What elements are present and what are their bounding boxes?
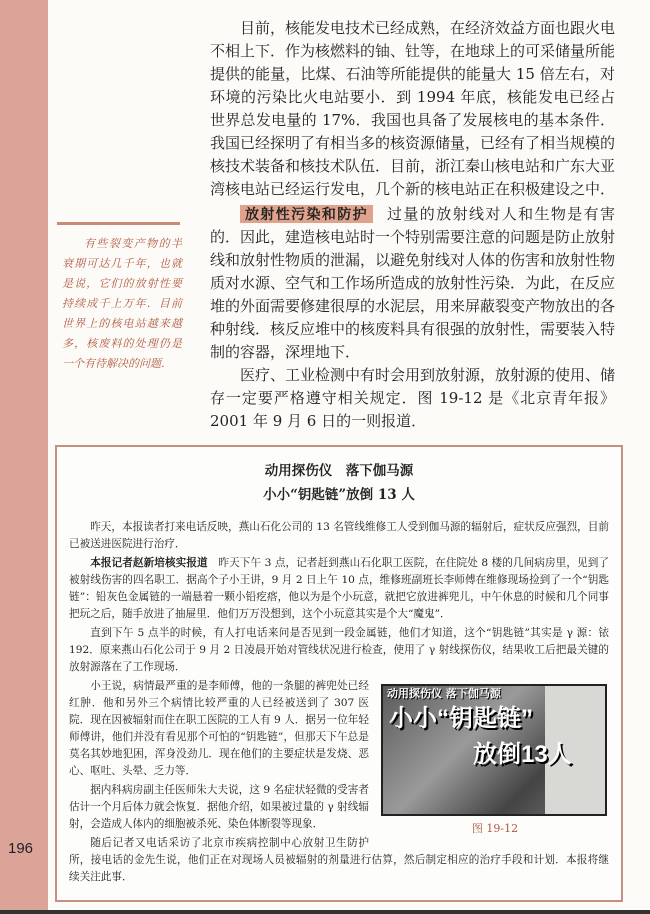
- photo-headline-large: 放倒13人: [473, 741, 572, 768]
- figure: [381, 684, 609, 836]
- section-heading: 放射性污染和防护: [240, 205, 373, 223]
- paragraph-nuclear-power: 目前，核能发电技术已经成熟，在经济效益方面也跟火电不相上下．作为核燃料的铀、钍等，在地球上的可采储量所能提供的能量，比煤、石油等所能提供的能量大 15 倍左右，对环境的污染比火电站要小．到 1994 年底，核能发电已经占世界总发电量的 17%．我国也具备了发展核电的基本条件．我国已经探明了有相当多的核资源储量，已经有了相当规模的核技术装备和核技术队伍．目前，浙江秦山核电站和广东大亚湾核电站已经运行发电，几个新的核电站正在积极建设之中．: [210, 19, 616, 198]
- main-text-block: [210, 17, 615, 201]
- photo-headline-large: 小小“钥匙链”: [389, 705, 533, 732]
- paragraph-sources: 医疗、工业检测中有时会用到放射源，放射源的使用、储存一定要严格遵守相关规定．图 19-12 是《北京青年报》2001 年 9 月 6 日的一则报道．: [210, 366, 616, 430]
- article-paragraph: 直到下午 5 点半的时候，有人打电话来问是否见到一段金属链，他们才知道，这个“钥匙链”其实是 γ 源：铱 192．原来燕山石化公司于 9 月 2 日凌晨开始对管线状况进行检查，使用了 γ 射线探伤仪，结果收工后把最关键的放射源落在了工作现场．: [69, 627, 609, 673]
- article-byline: 本报记者赵新培核实报道: [90, 557, 208, 569]
- page-bottom-edge: [0, 910, 650, 914]
- page-number: 196: [8, 840, 34, 857]
- side-note: 有些裂变产物的半衰期可达几千年，也就是说，它们的放射性要持续成千上万年．目前世界上的核电站越来越多，核废料的处理仍是一个有待解决的问题．: [62, 237, 182, 370]
- article-title: 动用探伤仪 落下伽马源: [264, 463, 414, 479]
- section-radiation: [210, 203, 615, 433]
- article-paragraph: [69, 555, 609, 623]
- newspaper-article: [55, 445, 623, 902]
- newspaper-photo: [381, 684, 607, 816]
- figure-caption: 图 19-12: [471, 822, 519, 835]
- article-body: [69, 519, 609, 886]
- article-subtitle: 小小“钥匙链”放倒 13 人: [263, 487, 415, 503]
- article-paragraph: 昨天，本报读者打来电话反映，燕山石化公司的 13 名管线维修工人受到伽马源的辐射后，症状反应强烈，目前已被送进医院进行治疗．: [69, 521, 609, 550]
- paragraph-radiation: [210, 203, 615, 364]
- article-paragraph-text: 昨天下午 3 点，记者赶到燕山石化职工医院，在住院处 8 楼的几间病房里，见到了被射线伤害的四名职工．据高个子小王讲，9 月 2 日上午 10 点，维修班副班长李师傅在维修现场捡到了一个“钥匙链”：铅灰色金属链的一端悬着一颗小铅疙瘩，他以为是个小玩意，就把它放进裤兜儿，中午休息的时候和几个同事把玩之后，随手放进了抽屉里．他们万万没想到，这个小玩意其实是个大“魔鬼”．: [69, 557, 610, 620]
- article-paragraph: 随后记者又电话采访了北京市疾病控制中心放射卫生防护所，接电话的金先生说，他们正在对现场人员被辐射的剂量进行估算，然后制定相应的治疗手段和计划．本报将继续关注此事．: [69, 837, 609, 883]
- article-paragraph: 小王说，病情最严重的是李师傅，他的一条腿的裤兜处已经红肿．他和另外三个病情比较严重的人已经被送到了 307 医院．现在因被辐射而住在职工医院的工人有 9 人．据另一位年轻师傅讲，他们并没有看见那个可怕的“钥匙链”，但那天下午总是莫名其妙地犯困，浑身没劲儿．现在他们的主要症状是发烧、恶心、呕吐、头晕、乏力等．: [69, 680, 369, 777]
- article-paragraph: 据内科病房副主任医师朱大夫说，这 9 名症状轻微的受害者估计一个月后体力就会恢复．据他介绍，如果被过量的 γ 射线辐射，会造成人体内的细胞被杀死、染色体断裂等现象．: [69, 784, 369, 830]
- paragraph-radiation-text: 过量的放射线对人和生物是有害的．因此，建造核电站时一个特别需要注意的问题是防止放射线和放射性物质的泄漏，以避免射线对人体的伤害和放射性物质对水源、空气和工作场所造成的放射性污染．为此，在反应堆的外面需要修建很厚的水泥层，用来屏蔽裂变产物放出的各种射线．核反应堆中的核废料具有很强的放射性，需要装入特制的容器，深埋地下．: [210, 205, 616, 361]
- photo-headline: 动用探伤仪 落下伽马源: [387, 687, 501, 700]
